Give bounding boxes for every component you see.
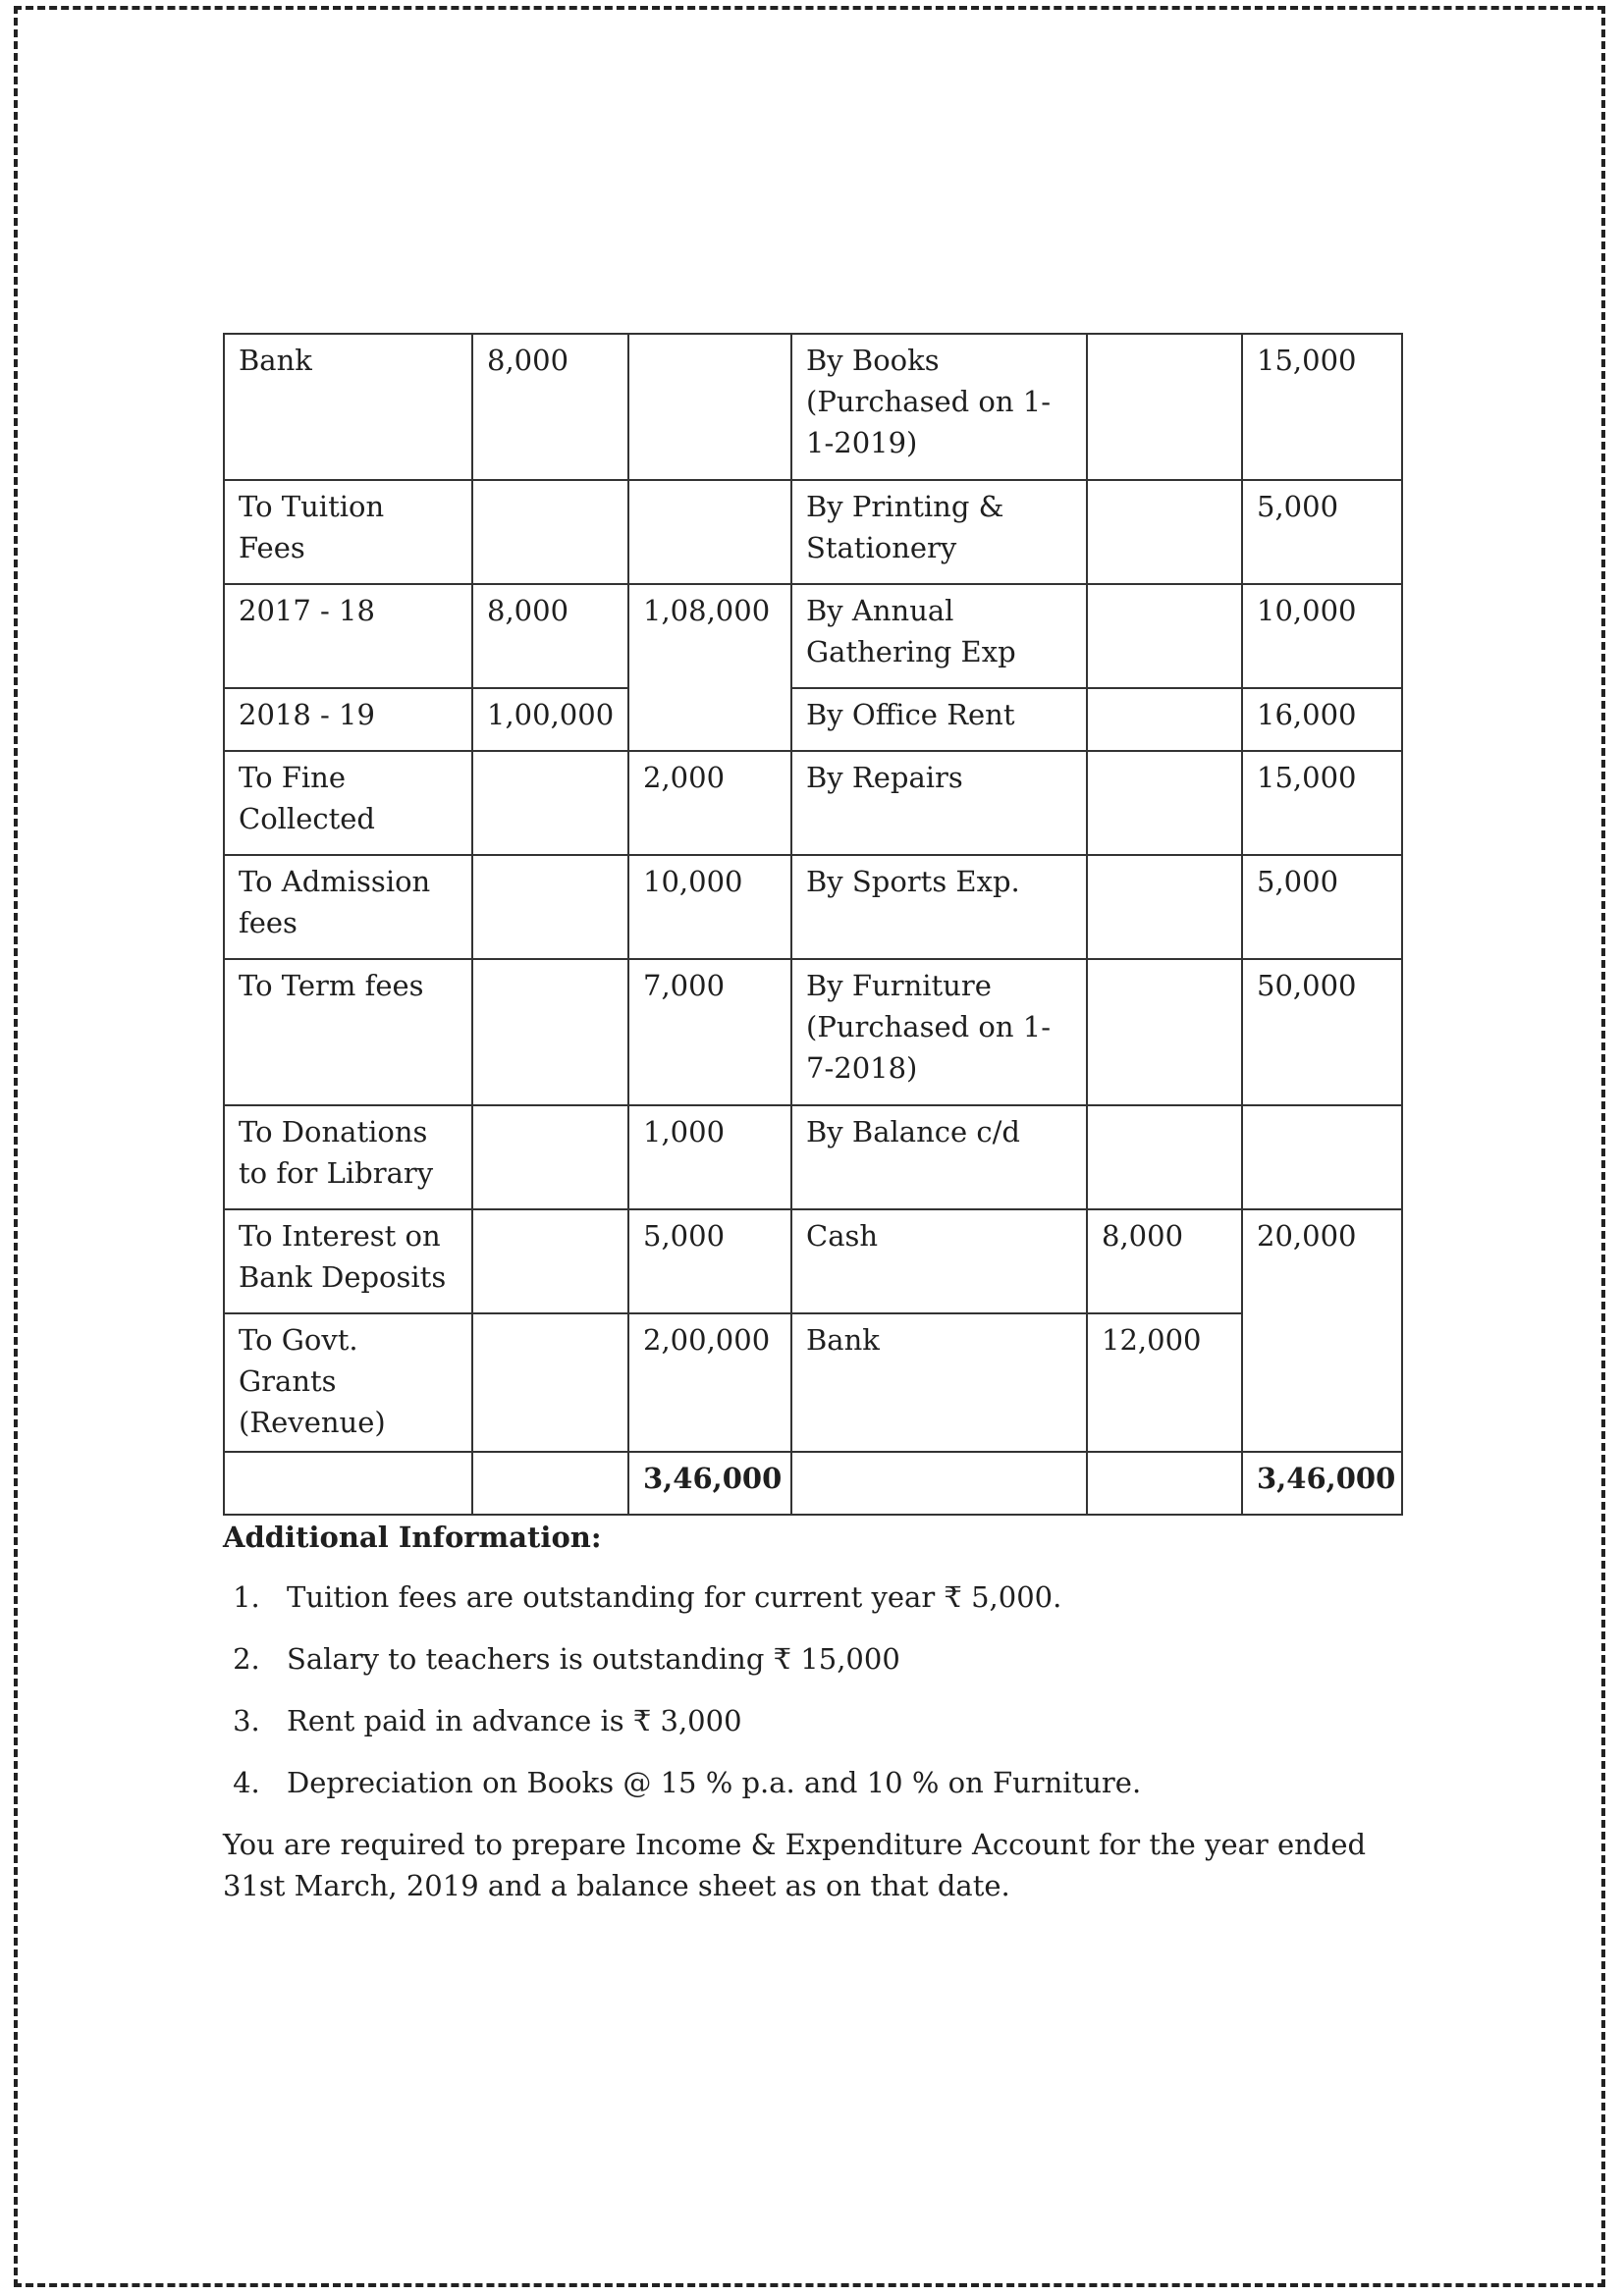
table-cell [1087, 584, 1242, 688]
table-cell [472, 1452, 628, 1515]
table-cell: 8,000 [472, 334, 628, 480]
table-cell [791, 1452, 1087, 1515]
table-cell [472, 751, 628, 855]
list-item [269, 1638, 1421, 1680]
table-cell: Bank [791, 1313, 1087, 1452]
table-cell: By Printing & Stationery [791, 480, 1087, 584]
table-cell [1087, 855, 1242, 959]
table-cell: By Office Rent [791, 688, 1087, 751]
table-cell: 5,000 [628, 1209, 791, 1313]
table-cell: 10,000 [1242, 584, 1402, 688]
table-cell [224, 1452, 472, 1515]
table-cell [1087, 1105, 1242, 1209]
table-total-row [224, 1452, 1402, 1515]
table-cell [472, 1105, 628, 1209]
table-cell [1242, 1105, 1402, 1209]
list-item-text: Salary to teachers is outstanding ₹ 15,000 [287, 1642, 900, 1676]
table-cell: By Sports Exp. [791, 855, 1087, 959]
table-cell: By Furniture (Purchased on 1-7-2018) [791, 959, 1087, 1105]
table-cell: 7,000 [628, 959, 791, 1105]
table-cell [472, 959, 628, 1105]
table-row [224, 1313, 1402, 1452]
table-cell [472, 855, 628, 959]
table-cell: 2017 - 18 [224, 584, 472, 688]
table-cell: 12,000 [1087, 1313, 1242, 1452]
table-row [224, 480, 1402, 584]
table-cell [628, 334, 791, 480]
table-row [224, 334, 1402, 480]
table-cell: 2,000 [628, 751, 791, 855]
table-row [224, 688, 1402, 751]
table-cell: Cash [791, 1209, 1087, 1313]
table-cell: By Books (Purchased on 1-1-2019) [791, 334, 1087, 480]
table-cell: By Balance c/d [791, 1105, 1087, 1209]
table-cell: 2018 - 19 [224, 688, 472, 751]
table-cell [472, 480, 628, 584]
table-cell [472, 1209, 628, 1313]
table-row [224, 584, 1402, 688]
list-item-text: Rent paid in advance is ₹ 3,000 [287, 1704, 742, 1737]
table-cell: 16,000 [1242, 688, 1402, 751]
table-cell: 5,000 [1242, 480, 1402, 584]
table-cell [1087, 1452, 1242, 1515]
table-row [224, 855, 1402, 959]
table-row [224, 1209, 1402, 1313]
table-cell: To Interest on Bank Deposits [224, 1209, 472, 1313]
additional-information-section [223, 1517, 1421, 1906]
total-receipts: 3,46,000 [628, 1452, 791, 1515]
table-row [224, 751, 1402, 855]
table-cell: 1,000 [628, 1105, 791, 1209]
table-cell: 8,000 [472, 584, 628, 688]
table-cell: 5,000 [1242, 855, 1402, 959]
list-item [269, 1700, 1421, 1741]
table-cell: To Term fees [224, 959, 472, 1105]
list-item-text: Tuition fees are outstanding for current year ₹ 5,000. [287, 1580, 1062, 1614]
table-cell: By Repairs [791, 751, 1087, 855]
table-cell: Bank [224, 334, 472, 480]
table-cell [472, 1313, 628, 1452]
table-cell: 8,000 [1087, 1209, 1242, 1313]
total-payments: 3,46,000 [1242, 1452, 1402, 1515]
table-cell [1087, 688, 1242, 751]
additional-info-heading: Additional Information: [223, 1521, 602, 1554]
additional-info-list [223, 1576, 1421, 1803]
receipts-payments-table [223, 333, 1403, 1516]
table-cell: 1,08,000 [628, 584, 791, 751]
table-cell [628, 480, 791, 584]
table-cell: 2,00,000 [628, 1313, 791, 1452]
table-cell [1087, 334, 1242, 480]
closing-instruction: You are required to prepare Income & Expenditure Account for the year ended 31st March, 2019 and a balance sheet as on that date. [223, 1828, 1367, 1902]
list-item-text: Depreciation on Books @ 15 % p.a. and 10 % on Furniture. [287, 1766, 1142, 1799]
table-cell: To Govt. Grants (Revenue) [224, 1313, 472, 1452]
table-cell: To Admission fees [224, 855, 472, 959]
table-cell: To Fine Collected [224, 751, 472, 855]
list-item [269, 1762, 1421, 1803]
table-cell: To Donations to for Library [224, 1105, 472, 1209]
list-item [269, 1576, 1421, 1618]
table-cell: 20,000 [1242, 1209, 1402, 1452]
table-cell [1087, 959, 1242, 1105]
table-row [224, 959, 1402, 1105]
table-row [224, 1105, 1402, 1209]
table-cell: To Tuition Fees [224, 480, 472, 584]
table-cell: 50,000 [1242, 959, 1402, 1105]
table-cell: 1,00,000 [472, 688, 628, 751]
table-cell: By Annual Gathering Exp [791, 584, 1087, 688]
table-cell: 10,000 [628, 855, 791, 959]
table-cell: 15,000 [1242, 751, 1402, 855]
table-cell [1087, 480, 1242, 584]
table-cell [1087, 751, 1242, 855]
table-cell: 15,000 [1242, 334, 1402, 480]
